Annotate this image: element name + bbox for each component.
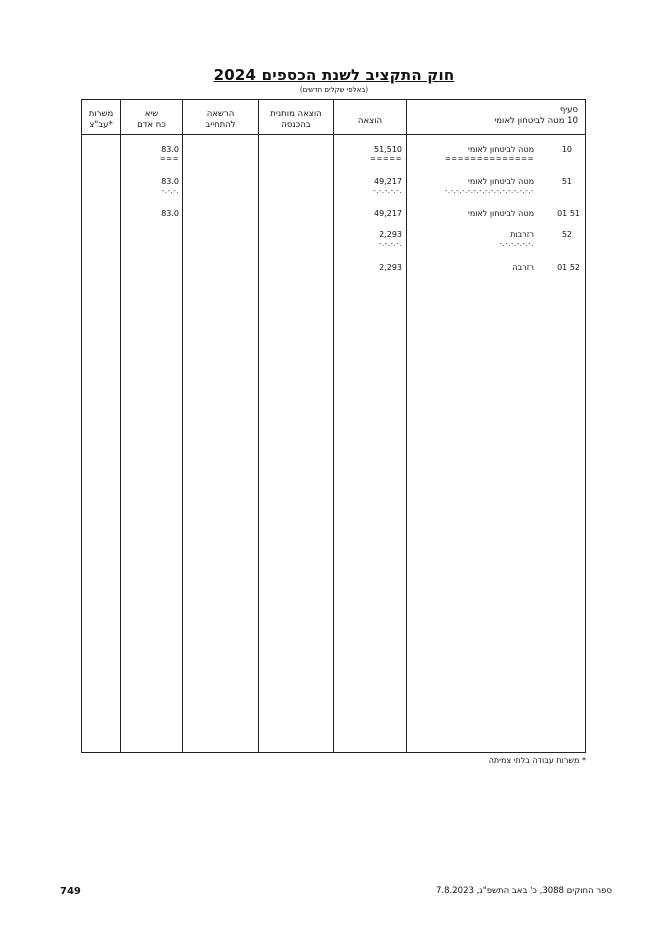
- header-conditional-line2: בהכנסה: [281, 120, 311, 130]
- row-code: 52: [561, 230, 572, 239]
- footnote: * משרות עבודה בלתי צמיתה: [488, 756, 586, 765]
- row-manpower-underline: -.-.-.: [161, 187, 179, 195]
- header-commitment-line2: להתחייב: [205, 120, 236, 130]
- row-expense-underline: -.-.-.-.-.: [373, 187, 402, 195]
- header-conditional-expense: [259, 109, 333, 131]
- header-contractor-line2: עב"צ*: [89, 120, 113, 130]
- row-name: מטה לביטחון לאומי: [468, 209, 534, 218]
- row-name-underline: ==============: [444, 155, 534, 163]
- page-title: חוק התקציב לשנת הכספים 2024: [213, 66, 455, 84]
- row-code: 51: [561, 177, 572, 186]
- header-section-label: סעיף: [559, 105, 578, 115]
- row-name: רזרבות: [510, 230, 534, 239]
- row-name: מטה לביטחון לאומי: [468, 177, 534, 186]
- row-expense-underline: =====: [370, 155, 402, 163]
- row-expense: 49,217: [374, 177, 402, 186]
- row-code: 10: [561, 145, 572, 154]
- row-manpower: 83.0: [161, 177, 179, 186]
- header-contractor: [82, 109, 120, 131]
- column-divider: [258, 99, 259, 753]
- row-code: 52 01: [557, 263, 580, 272]
- row-code: 51 01: [557, 209, 580, 218]
- column-divider: [406, 99, 407, 753]
- row-expense: 2,293: [379, 230, 402, 239]
- header-manpower-line2: כח אדם: [137, 120, 166, 130]
- row-expense: 51,510: [374, 145, 402, 154]
- header-commitment-line1: הרשאה: [206, 109, 235, 119]
- publication-citation: ספר החוקים 3088, כ' באב התשפ"ג, 7.8.2023: [436, 886, 612, 896]
- row-name-underline: -.-.-.-.-.-.: [499, 240, 534, 248]
- page-number: 749: [60, 886, 81, 897]
- row-expense: 2,293: [379, 263, 402, 272]
- header-section: [420, 105, 578, 127]
- header-commitment: [183, 109, 258, 131]
- header-manpower: [121, 109, 182, 131]
- header-section-title: 10 מטה לביטחון לאומי: [494, 116, 578, 126]
- header-manpower-line1: שיא: [144, 109, 159, 119]
- row-name: מטה לביטחון לאומי: [468, 145, 534, 154]
- row-manpower-underline: ===: [159, 155, 179, 163]
- row-manpower: 83.0: [161, 209, 179, 218]
- page-subtitle: (באלפי שקלים חדשים): [299, 86, 369, 94]
- row-manpower: 83.0: [161, 145, 179, 154]
- column-divider: [120, 99, 121, 753]
- header-contractor-line1: משרות: [88, 109, 114, 119]
- row-expense: 49,217: [374, 209, 402, 218]
- header-expense: הוצאה: [357, 116, 383, 126]
- header-conditional-line1: הוצאה מותנית: [270, 109, 322, 119]
- row-name: רזרבה: [512, 263, 534, 272]
- column-divider: [333, 99, 334, 753]
- row-expense-underline: -.-.-.-.: [378, 240, 402, 248]
- row-name-underline: -.-.-.-.-.-.-.-.-.-.-.-.-.-.-.-: [444, 187, 534, 195]
- column-divider: [182, 99, 183, 753]
